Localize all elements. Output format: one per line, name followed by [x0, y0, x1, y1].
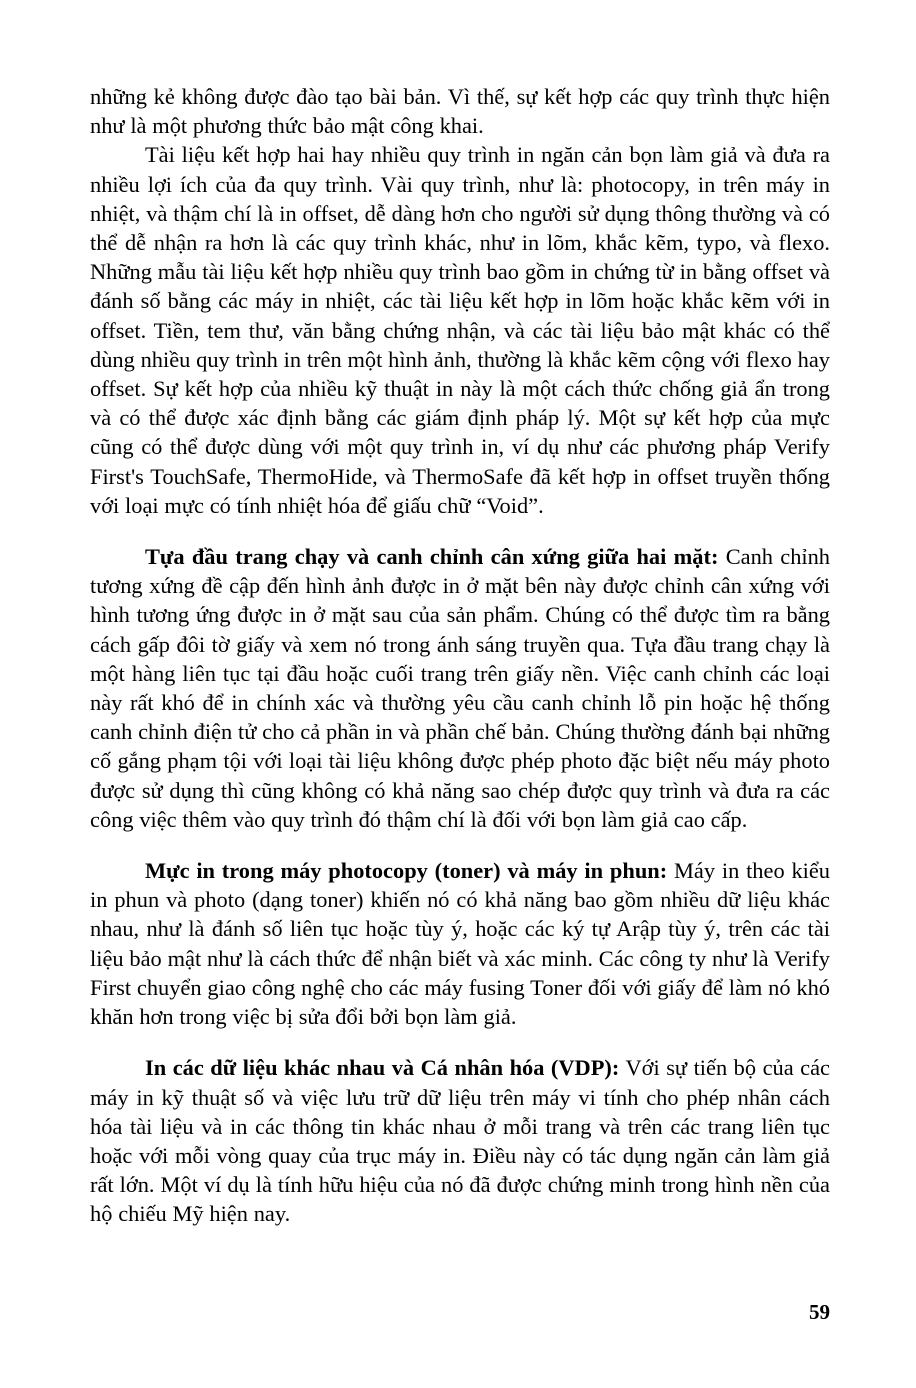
paragraph-5 — [90, 1053, 830, 1228]
paragraph-4-lead: Mực in trong máy photocopy (toner) và máy in phun: — [145, 858, 668, 884]
paragraph-5-lead: In các dữ liệu khác nhau và Cá nhân hóa (VDP): — [145, 1055, 620, 1081]
paragraph-3-body: Canh chỉnh tương xứng đề cập đến hình ảnh được in ở mặt bên này được chỉnh cân xứng với hình tương ứng được in ở mặt sau của sản phẩm. Chúng có thể được tìm ra bằng cách gấp đôi tờ giấy và xem nó trong ánh sáng truyền qua. Tựa đầu trang chạy là một hàng liên tục tại đầu hoặc cuối trang trên giấy nền. Việc canh chỉnh các loại này rất khó để in chính xác và thường yêu cầu canh chỉnh lỗ pin hoặc hệ thống canh chỉnh điện tử cho cả phần in và phần chế bản. Chúng thường đánh bại những cố gắng phạm tội với loại tài liệu không được phép photo đặc biệt nếu máy photo được sử dụng thì cũng không có khả năng sao chép được quy trình và đưa ra các công việc thêm vào quy trình đó thậm chí là đối với bọn làm giả cao cấp. — [90, 544, 830, 832]
paragraph-4 — [90, 856, 830, 1031]
page-number: 59 — [809, 1300, 830, 1324]
paragraph-2 — [90, 140, 830, 520]
body-text-column — [90, 82, 830, 1229]
paragraph-3 — [90, 542, 830, 834]
paragraph-1 — [90, 82, 830, 140]
paragraph-2-body: Tài liệu kết hợp hai hay nhiều quy trình in ngăn cản bọn làm giả và đưa ra nhiều lợi ích của đa quy trình. Vài quy trình, như là: photocopy, in trên máy in nhiệt, và thậm chí là in offset, dễ dàng hơn cho người sử dụng thông thường và có thể dễ nhận ra hơn là các quy trình khác, như in lõm, khắc kẽm, typo, và flexo. Những mẫu tài liệu kết hợp nhiều quy trình bao gồm in chứng từ in bằng offset và đánh số bằng các máy in nhiệt, các tài liệu kết hợp in lõm hoặc khắc kẽm với in offset. Tiền, tem thư, văn bằng chứng nhận, và các tài liệu bảo mật khác có thể dùng nhiều quy trình in trên một hình ảnh, thường là khắc kẽm cộng với flexo hay offset. Sự kết hợp của nhiều kỹ thuật in này là một cách thức chống giả ẩn trong và có thể được xác định bằng các giám định pháp lý. Một sự kết hợp của mực cũng có thể được dùng với một quy trình in, ví dụ như các phương pháp Verify First's TouchSafe, ThermoHide, và ThermoSafe đã kết hợp in offset truyền thống với loại mực có tính nhiệt hóa để giấu chữ “Void”. — [90, 142, 830, 518]
paragraph-5-body: Với sự tiến bộ của các máy in kỹ thuật số và việc lưu trữ dữ liệu trên máy vi tính cho phép nhân cách hóa tài liệu và in các thông tin khác nhau ở mỗi trang và trên các trang liên tục hoặc với mỗi vòng quay của trục máy in. Điều này có tác dụng ngăn cản làm giả rất lớn. Một ví dụ là tính hữu hiệu của nó đã được chứng minh trong hình nền của hộ chiếu Mỹ hiện nay. — [90, 1055, 830, 1227]
paragraph-1-body: những kẻ không được đào tạo bài bản. Vì thế, sự kết hợp các quy trình thực hiện như là một phương thức bảo mật công khai. — [90, 84, 830, 139]
paragraph-3-lead: Tựa đầu trang chạy và canh chỉnh cân xứng giữa hai mặt: — [145, 544, 719, 570]
paragraph-4-body: Máy in theo kiểu in phun và photo (dạng toner) khiến nó có khả năng bao gồm nhiều dữ liệu khác nhau, như là đánh số liên tục hoặc tùy ý, hoặc các ký tự Arập tùy ý, trên các tài liệu bảo mật như là cách thức để nhận biết và xác minh. Các công ty như là Verify First chuyển giao công nghệ cho các máy fusing Toner đối với giấy để làm nó khó khăn hơn trong việc bị sửa đổi bởi bọn làm giả. — [90, 858, 830, 1030]
